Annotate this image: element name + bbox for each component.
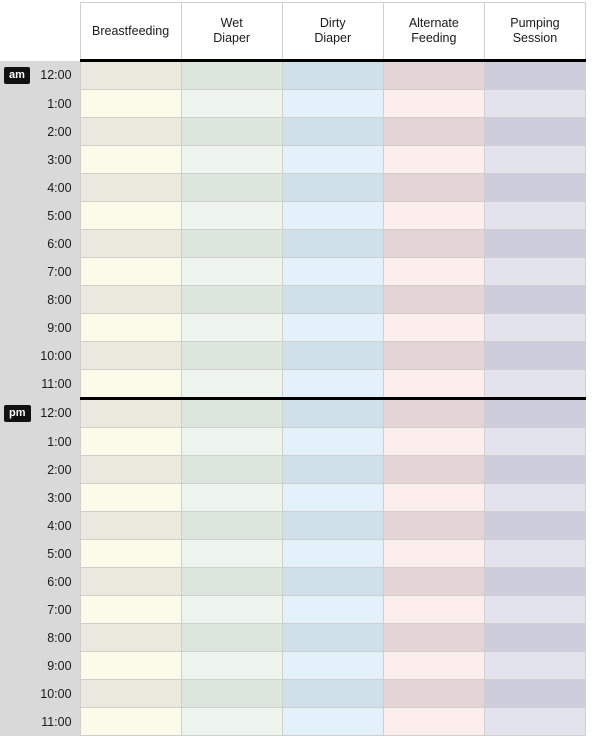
entry-cell[interactable] <box>181 118 282 146</box>
entry-cell[interactable] <box>80 286 181 314</box>
entry-cell[interactable] <box>282 708 383 736</box>
entry-cell[interactable] <box>484 202 585 230</box>
entry-cell[interactable] <box>282 596 383 624</box>
entry-cell[interactable] <box>282 652 383 680</box>
table-row <box>0 90 586 118</box>
table-row <box>0 428 586 456</box>
entry-cell[interactable] <box>80 428 181 456</box>
column-header-alternate-feeding <box>383 3 484 61</box>
table-row <box>0 314 586 342</box>
entry-cell[interactable] <box>282 399 383 428</box>
entry-cell[interactable] <box>181 342 282 370</box>
entry-cell[interactable] <box>80 61 181 90</box>
entry-cell[interactable] <box>181 146 282 174</box>
time-label: 7:00 <box>47 602 72 617</box>
entry-cell[interactable] <box>383 174 484 202</box>
column-header-dirty-diaper-line2: Diaper <box>314 31 352 45</box>
time-label-cell <box>0 61 80 90</box>
entry-cell[interactable] <box>383 314 484 342</box>
entry-cell[interactable] <box>383 512 484 540</box>
entry-cell[interactable] <box>282 512 383 540</box>
time-label: 6:00 <box>47 574 72 589</box>
entry-cell[interactable] <box>282 568 383 596</box>
table-row <box>0 484 586 512</box>
entry-cell[interactable] <box>383 484 484 512</box>
entry-cell[interactable] <box>383 258 484 286</box>
entry-cell[interactable] <box>484 399 585 428</box>
time-label-cell <box>0 568 80 596</box>
entry-cell[interactable] <box>383 568 484 596</box>
entry-cell[interactable] <box>80 708 181 736</box>
time-label-cell <box>0 512 80 540</box>
entry-cell[interactable] <box>282 118 383 146</box>
entry-cell[interactable] <box>80 230 181 258</box>
entry-cell[interactable] <box>181 568 282 596</box>
entry-cell[interactable] <box>383 202 484 230</box>
table-row <box>0 596 586 624</box>
entry-cell[interactable] <box>484 286 585 314</box>
entry-cell[interactable] <box>484 370 585 399</box>
time-label-cell <box>0 314 80 342</box>
entry-cell[interactable] <box>484 258 585 286</box>
table-row <box>0 456 586 484</box>
column-header-pumping-session-line1: Pumping <box>510 16 560 30</box>
entry-cell[interactable] <box>181 540 282 568</box>
time-label-cell <box>0 146 80 174</box>
entry-cell[interactable] <box>282 428 383 456</box>
entry-cell[interactable] <box>181 174 282 202</box>
column-header-pumping-session-line2: Session <box>512 31 558 45</box>
table-row <box>0 286 586 314</box>
table-row <box>0 118 586 146</box>
entry-cell[interactable] <box>80 680 181 708</box>
entry-cell[interactable] <box>80 146 181 174</box>
entry-cell[interactable] <box>181 286 282 314</box>
entry-cell[interactable] <box>80 399 181 428</box>
entry-cell[interactable] <box>282 286 383 314</box>
time-label: 10:00 <box>40 686 72 701</box>
entry-cell[interactable] <box>181 230 282 258</box>
entry-cell[interactable] <box>181 652 282 680</box>
entry-cell[interactable] <box>484 118 585 146</box>
entry-cell[interactable] <box>484 342 585 370</box>
time-label: 4:00 <box>47 518 72 533</box>
table-row <box>0 652 586 680</box>
column-header-breastfeeding <box>80 3 181 61</box>
entry-cell[interactable] <box>282 146 383 174</box>
entry-cell[interactable] <box>484 230 585 258</box>
entry-cell[interactable] <box>383 652 484 680</box>
entry-cell[interactable] <box>383 370 484 399</box>
time-label-cell <box>0 624 80 652</box>
time-label: 9:00 <box>47 320 72 335</box>
entry-cell[interactable] <box>484 708 585 736</box>
time-label: 11:00 <box>41 714 72 729</box>
time-label: 9:00 <box>47 658 72 673</box>
entry-cell[interactable] <box>282 230 383 258</box>
entry-cell[interactable] <box>80 512 181 540</box>
time-label-cell <box>0 456 80 484</box>
time-label-cell <box>0 118 80 146</box>
entry-cell[interactable] <box>181 680 282 708</box>
entry-cell[interactable] <box>282 61 383 90</box>
entry-cell[interactable] <box>383 428 484 456</box>
entry-cell[interactable] <box>181 258 282 286</box>
table-row <box>0 230 586 258</box>
entry-cell[interactable] <box>282 202 383 230</box>
time-label-cell <box>0 652 80 680</box>
entry-cell[interactable] <box>282 456 383 484</box>
period-badge: pm <box>4 405 31 422</box>
table-row <box>0 370 586 399</box>
time-label: 2:00 <box>47 124 72 139</box>
entry-cell[interactable] <box>282 258 383 286</box>
table-body <box>0 61 586 736</box>
table-row <box>0 202 586 230</box>
time-label-cell <box>0 342 80 370</box>
tracker-table-wrap <box>0 2 586 736</box>
time-label: 11:00 <box>41 377 72 391</box>
entry-cell[interactable] <box>383 286 484 314</box>
entry-cell[interactable] <box>383 399 484 428</box>
entry-cell[interactable] <box>383 456 484 484</box>
entry-cell[interactable] <box>181 90 282 118</box>
entry-cell[interactable] <box>181 484 282 512</box>
entry-cell[interactable] <box>484 146 585 174</box>
time-label: 3:00 <box>47 490 72 505</box>
entry-cell[interactable] <box>80 568 181 596</box>
entry-cell[interactable] <box>282 174 383 202</box>
time-label-cell <box>0 708 80 736</box>
table-row <box>0 258 586 286</box>
entry-cell[interactable] <box>181 370 282 399</box>
time-label: 5:00 <box>47 546 72 561</box>
entry-cell[interactable] <box>80 484 181 512</box>
time-label-cell <box>0 428 80 456</box>
time-label: 12:00 <box>40 68 72 82</box>
entry-cell[interactable] <box>181 624 282 652</box>
entry-cell[interactable] <box>484 568 585 596</box>
entry-cell[interactable] <box>80 370 181 399</box>
entry-cell[interactable] <box>484 484 585 512</box>
entry-cell[interactable] <box>181 596 282 624</box>
time-label-cell <box>0 596 80 624</box>
entry-cell[interactable] <box>80 118 181 146</box>
entry-cell[interactable] <box>80 314 181 342</box>
entry-cell[interactable] <box>383 342 484 370</box>
table-row <box>0 708 586 736</box>
entry-cell[interactable] <box>80 652 181 680</box>
entry-cell[interactable] <box>383 230 484 258</box>
time-label-cell <box>0 540 80 568</box>
entry-cell[interactable] <box>282 680 383 708</box>
column-header-alternate-feeding-line2: Feeding <box>411 31 457 45</box>
time-label: 12:00 <box>40 406 72 420</box>
entry-cell[interactable] <box>80 202 181 230</box>
time-label: 6:00 <box>47 236 72 251</box>
entry-cell[interactable] <box>383 624 484 652</box>
entry-cell[interactable] <box>181 512 282 540</box>
time-label-cell <box>0 484 80 512</box>
header-row <box>0 3 586 61</box>
entry-cell[interactable] <box>484 456 585 484</box>
header-corner-blank <box>0 3 80 61</box>
entry-cell[interactable] <box>282 342 383 370</box>
column-header-dirty-diaper <box>282 3 383 61</box>
column-header-wet-diaper-line2: Diaper <box>213 31 251 45</box>
entry-cell[interactable] <box>484 540 585 568</box>
entry-cell[interactable] <box>484 680 585 708</box>
entry-cell[interactable] <box>282 624 383 652</box>
table-row <box>0 399 586 428</box>
time-label: 8:00 <box>47 292 72 307</box>
table-row <box>0 568 586 596</box>
entry-cell[interactable] <box>484 61 585 90</box>
entry-cell[interactable] <box>181 708 282 736</box>
table-row <box>0 624 586 652</box>
column-header-wet-diaper-line1: Wet <box>220 16 243 30</box>
entry-cell[interactable] <box>383 146 484 174</box>
time-label-cell <box>0 286 80 314</box>
table-row <box>0 680 586 708</box>
time-label: 4:00 <box>47 180 72 195</box>
entry-cell[interactable] <box>484 90 585 118</box>
time-label: 3:00 <box>47 152 72 167</box>
time-label-cell <box>0 174 80 202</box>
entry-cell[interactable] <box>282 314 383 342</box>
time-label: 1:00 <box>47 96 72 111</box>
entry-cell[interactable] <box>484 428 585 456</box>
column-header-breastfeeding-line1: Breastfeeding <box>92 23 170 38</box>
table-row <box>0 61 586 90</box>
entry-cell[interactable] <box>80 596 181 624</box>
time-label: 8:00 <box>47 630 72 645</box>
period-badge: am <box>4 67 30 84</box>
time-label-cell <box>0 202 80 230</box>
entry-cell[interactable] <box>80 624 181 652</box>
entry-cell[interactable] <box>80 90 181 118</box>
entry-cell[interactable] <box>383 708 484 736</box>
entry-cell[interactable] <box>282 540 383 568</box>
table-row <box>0 540 586 568</box>
entry-cell[interactable] <box>282 484 383 512</box>
time-label: 10:00 <box>40 348 72 363</box>
time-label-cell <box>0 230 80 258</box>
entry-cell[interactable] <box>181 428 282 456</box>
time-label-cell <box>0 399 80 428</box>
entry-cell[interactable] <box>383 90 484 118</box>
time-label-cell <box>0 258 80 286</box>
time-label-cell <box>0 90 80 118</box>
entry-cell[interactable] <box>484 624 585 652</box>
entry-cell[interactable] <box>80 258 181 286</box>
time-label: 5:00 <box>47 208 72 223</box>
entry-cell[interactable] <box>80 174 181 202</box>
table-row <box>0 512 586 540</box>
column-header-pumping-session <box>484 3 585 61</box>
time-label-cell <box>0 680 80 708</box>
entry-cell[interactable] <box>383 596 484 624</box>
entry-cell[interactable] <box>181 61 282 90</box>
column-header-alternate-feeding-line1: Alternate <box>408 16 459 30</box>
time-label-cell <box>0 370 80 399</box>
entry-cell[interactable] <box>80 540 181 568</box>
entry-cell[interactable] <box>383 680 484 708</box>
entry-cell[interactable] <box>484 512 585 540</box>
entry-cell[interactable] <box>484 174 585 202</box>
column-header-dirty-diaper-line1: Dirty <box>319 16 346 30</box>
table-row <box>0 146 586 174</box>
tracker-table <box>0 2 586 736</box>
entry-cell[interactable] <box>181 456 282 484</box>
time-label: 2:00 <box>47 462 72 477</box>
entry-cell[interactable] <box>181 314 282 342</box>
entry-cell[interactable] <box>181 202 282 230</box>
entry-cell[interactable] <box>282 90 383 118</box>
entry-cell[interactable] <box>484 652 585 680</box>
entry-cell[interactable] <box>383 118 484 146</box>
entry-cell[interactable] <box>383 61 484 90</box>
entry-cell[interactable] <box>282 370 383 399</box>
entry-cell[interactable] <box>80 342 181 370</box>
table-row <box>0 342 586 370</box>
table-row <box>0 174 586 202</box>
entry-cell[interactable] <box>484 596 585 624</box>
entry-cell[interactable] <box>484 314 585 342</box>
entry-cell[interactable] <box>181 399 282 428</box>
entry-cell[interactable] <box>383 540 484 568</box>
column-header-wet-diaper <box>181 3 282 61</box>
time-label: 7:00 <box>47 264 72 279</box>
time-label: 1:00 <box>47 434 72 449</box>
entry-cell[interactable] <box>80 456 181 484</box>
table-header <box>0 3 586 61</box>
